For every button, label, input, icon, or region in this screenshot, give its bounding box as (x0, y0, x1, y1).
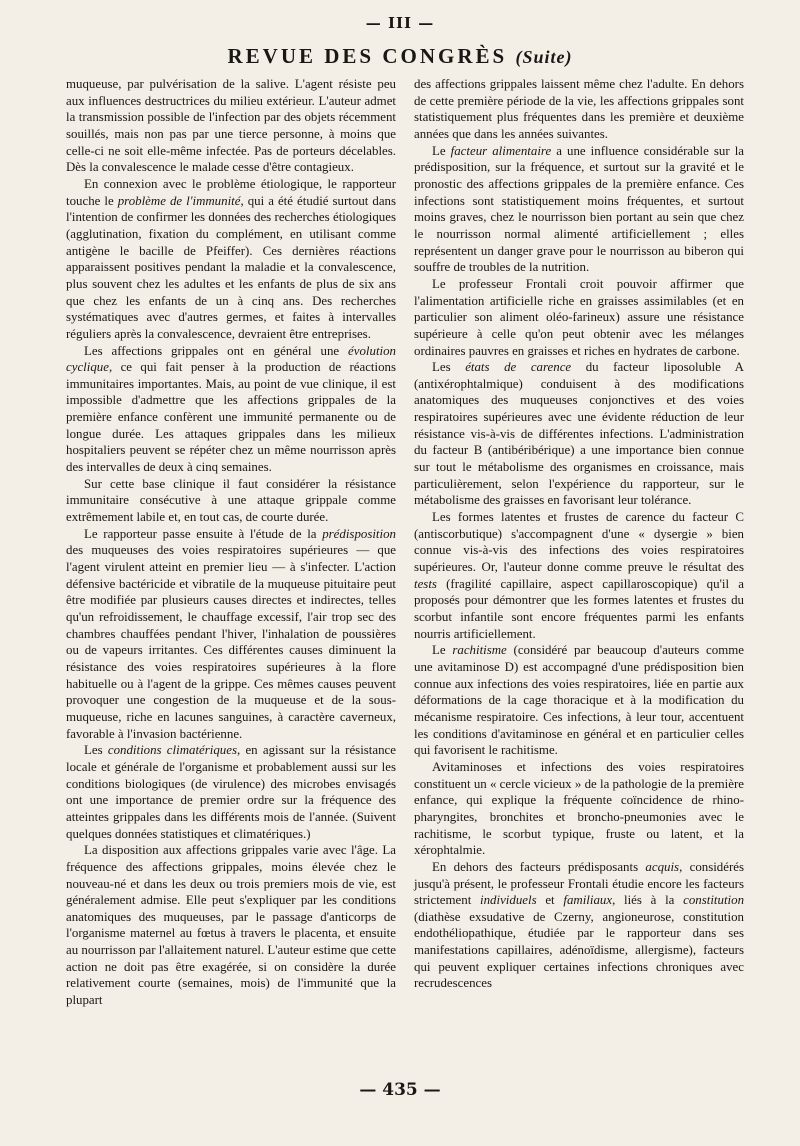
paragraph: Les affections grippales ont en général une évolution cyclique, ce qui fait penser à la production de réactions immunitaires importantes. Mais, au point de vue clinique, il est impossible d'admettre que les affections grippales de la première enfance confèrent une immunité permanente ou de longue durée. Les attaques grippales dans les milieux hospitaliers peuvent se répéter chez un même nourrisson après des intervalles de deux à cinq semaines. (66, 343, 396, 475)
paragraph: Le facteur alimentaire a une influence considérable sur la prédisposition, sur la fréquence, et surtout sur la gravité et le pronostic des affections grippales de la première enfance. Ces infections sont statistiquement moins fréquentes, et surtout moins graves, chez le nourrisson bien portant au sein que chez le nourrisson normal alimenté artificiellement ; elles représentent un danger grave pour le nourrisson au biberon qui souffre de troubles de la nutrition. (414, 143, 745, 275)
paragraph: Le professeur Frontali croit pouvoir affirmer que l'alimentation artificielle riche en graisses assimilables (et en particulier son aliment oléo-farineux) assure une résistance supérieure à celle qu'on peut obtenir avec les mélanges ordinaires pauvres en graisses et riches en hydrates de carbone. (414, 276, 744, 358)
paragraph: Les formes latentes et frustes de carence du facteur C (antiscorbutique) s'accompagnent d'une « dysergie » bien connue vis-à-vis des infections des voies respiratoires supérieures. Or, l'auteur donne comme preuve le résultat des tests (fragilité capillaire, aspect capillaroscopique) qu'il a proposés pour démontrer que les formes latentes et frustes du scorbut infantile sont encore fréquentes parmi les enfants nourris artificiellement. (414, 510, 744, 641)
page-folio: — 435 — (359, 1080, 441, 1100)
paragraph: Les états de carence du facteur liposoluble A (antixérophtalmique) conduisent à des modifications anatomiques des muqueuses conjonctives et des voies respiratoires supérieures avec une évidente réduction de leur résistance vis-à-vis de différentes infections. L'administration du facteur B (antibéribérique) a une importance bien connue sur tout le métabolisme des organismes en croissance, mais particulièrement, selon l'expérience du rapporteur, sur le métabolisme des graisses en favorisant leur tolérance. (414, 360, 744, 508)
paragraph: En connexion avec le problème étiologique, le rapporteur touche le problème de l'immunité, qui a été étudié surtout dans l'intention de confirmer les données des recherches étiologiques (agglutination, fixation du complément, en utilisant comme antigène le bacille de Pfeiffer). Ces dernières réactions apparaissent positives pendant la maladie et la convalescence, plus souvent chez les adultes et les enfants de plus de six ans que chez les enfants de un à cinq ans. Des recherches systématiques avec d'autres germes, et faites à intervalles réguliers après la convalescence, devraient être entreprises. (66, 176, 396, 341)
paragraph: Le rapporteur passe ensuite à l'étude de la prédisposition des muqueuses des voies respiratoires supérieures — que l'agent virulent atteint en premier lieu — à s'infecter. L'action défensive bactéricide et vibratile de la muqueuse pituitaire peut être modifiée par plusieurs causes directes et indirectes, telles qu'un refroidissement, le chauffage excessif, l'air trop sec des chambres chauffées pendant l'hiver, l'inhalation de poussières ou de vapeurs irritantes. Ces différentes causes diminuent la résistance des voies respiratoires supérieures à la flore habituelle ou à l'agent de la grippe. Ces mêmes causes peuvent provoquer une congestion de la muqueuse et de la sous-muqueuse, riche en lacunes sanguines, à caractère caverneux, favorable à l'invasion bactérienne. (66, 526, 396, 741)
paragraph: des affections grippales laissent même chez l'adulte. En dehors de cette première période de la vie, les affections grippales sont statistiquement plus fréquentes dans les première et deuxième années que dans les années suivantes. (414, 77, 744, 141)
running-title (0, 44, 800, 69)
right-column (414, 76, 744, 992)
paragraph: Sur cette base clinique il faut considérer la résistance immunitaire consécutive à une attaque grippale comme extrêmement labile et, en tout cas, de courte durée. (66, 476, 396, 525)
paragraph: En dehors des facteurs prédisposants acquis, considérés jusqu'à présent, le professeur Frontali étudie encore les facteurs strictement individuels et familiaux, liés à la constitution (diathèse exsudative de Czerny, angioneurose, constitution endothéliopathique, étudiée par le rapporteur dans ses manifestations capillaires, adénoïdisme, allergisme), facteurs qui peuvent expliquer certaines infections chroniques avec recrudescences (414, 859, 745, 991)
paragraph: Avitaminoses et infections des voies respiratoires constituent un « cercle vicieux » de la pathologie de la première enfance, qui explique la fréquente coïncidence de rhino-pharyngites, bronchites et broncho-pneumonies avec le rachitisme, le scorbut typique, fruste ou latent, et la xérophtalmie. (414, 759, 744, 858)
section-page-number: — III — (365, 14, 435, 32)
running-title-suffix: (Suite) (515, 47, 573, 67)
running-title-text: REVUE DES CONGRÈS (227, 44, 508, 68)
paragraph: Les conditions climatériques, en agissant sur la résistance locale et générale de l'organisme et probablement aussi sur les conditions biologiques (de virulence) des microbes envisagés ont une importance de premier ordre sur la fréquence des atteintes grippales dans les différents mois de l'année. (Suivent quelques données statistiques et climatériques.) (66, 743, 396, 841)
paragraph: Le rachitisme (considéré par beaucoup d'auteurs comme une avitaminose D) est accompagné d'une prédisposition bien connue aux infections des voies respiratoires, liée en partie aux déformations de la cage thoracique et à la modification du mécanisme respiratoire. Ces infections, à leur tour, accentuent les conditions d'avitaminose en général et en particulier celles qui favorisent le rachitisme. (414, 643, 744, 758)
left-column (66, 76, 396, 1009)
paragraph: La disposition aux affections grippales varie avec l'âge. La fréquence des affections grippales, moins élevée chez le nouveau-né et dans les deux ou trois premiers mois de vie, est généralement admise. Elle peut s'expliquer par les conditions anatomiques des muqueuses, par le passage d'anticorps de l'organisme maternel au fœtus à travers le placenta, et ensuite au nourrisson par l'allaitement naturel. L'auteur estime que cette action ne doit pas être exagérée, si on considère la durée relativement courte (semaines, mois) de l'immunité que la plupart (66, 843, 397, 1008)
paragraph: muqueuse, par pulvérisation de la salive. L'agent résiste peu aux influences destructrices du milieu extérieur. L'auteur admet la transmission possible de l'infection par des objets récemment souillés, mais non pas par une tierce personne, à moins que celle-ci ne soit elle-même infectée. Pas de porteurs décelables. Dès la convalescence le malade cesse d'être contagieux. (66, 77, 396, 175)
